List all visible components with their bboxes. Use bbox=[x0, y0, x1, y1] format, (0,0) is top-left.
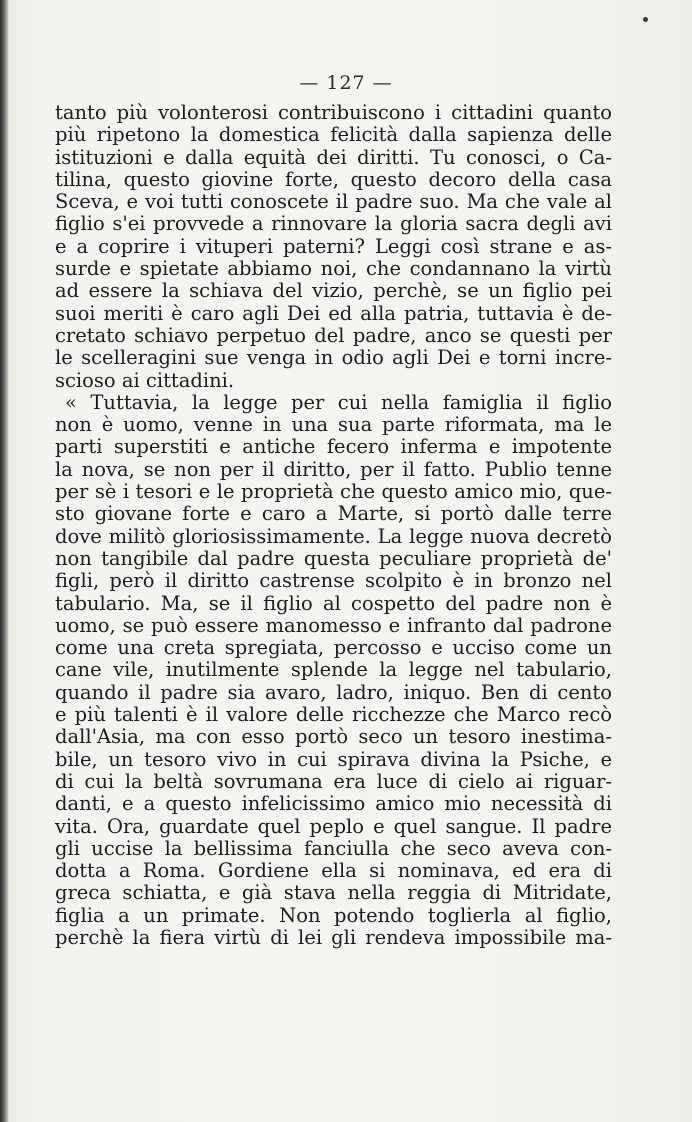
text-line: dall'Asia, ma con esso portò seco un tesoro inestima- bbox=[55, 725, 612, 749]
text-line: tanto più volonterosi contribuiscono i cittadini quanto bbox=[55, 101, 612, 124]
text-line: più ripetono la domestica felicità dalla sapienza delle bbox=[55, 123, 612, 147]
text-line: figlia a un primate. Non potendo toglierla al figlio, bbox=[55, 903, 612, 927]
text-line: Sceva, e voi tutti conoscete il padre suo. Ma che vale al bbox=[55, 190, 612, 214]
text-line: di cui la beltà sovrumana era luce di cielo ai riguar- bbox=[55, 769, 612, 793]
text-line: cane vile, inutilmente splende la legge nel tabulario, bbox=[55, 658, 612, 682]
text-line: uomo, se può essere manomesso e infranto dal padrone bbox=[55, 613, 612, 637]
text-line: surde e spietate abbiamo noi, che condannano la virtù bbox=[55, 257, 612, 281]
text-line: dotta a Roma. Gordiene ella si nominava, ed era di bbox=[55, 859, 612, 883]
text-line: figlio s'ei provvede a rinnovare la gloria sacra degli avi bbox=[55, 212, 612, 236]
text-line: quando il padre sia avaro, ladro, iniquo. Ben di cento bbox=[55, 680, 612, 704]
text-line: greca schiatta, e già stava nella reggia di Mitridate, bbox=[55, 881, 612, 905]
text-line: parti superstiti e antiche fecero inferma e impotente bbox=[55, 435, 612, 459]
text-line: ad essere la schiava del vizio, perchè, se un figlio pei bbox=[55, 279, 612, 303]
text-line: danti, e a questo infelicissimo amico mio necessità di bbox=[55, 792, 612, 816]
text-line: e a coprire i vituperi paterni? Leggi così strane e as- bbox=[55, 234, 612, 258]
text-line: la nova, se non per il diritto, per il fatto. Publio tenne bbox=[55, 457, 612, 481]
text-line: figli, però il diritto castrense scolpito è in bronzo nel bbox=[55, 569, 612, 593]
text-line: per sè i tesori e le proprietà che questo amico mio, que- bbox=[55, 480, 612, 504]
text-line: vita. Ora, guardate quel peplo e quel sangue. Il padre bbox=[55, 814, 612, 838]
text-line: come una creta spregiata, percosso e ucciso come un bbox=[55, 636, 612, 660]
text-line: suoi meriti è caro agli Dei ed alla patria, tuttavia è de- bbox=[55, 301, 612, 325]
text-line: gli uccise la bellissima fanciulla che seco aveva con- bbox=[55, 836, 612, 860]
text-line: bile, un tesoro vivo in cui spirava divina la Psiche, e bbox=[55, 747, 612, 771]
ink-speck bbox=[643, 17, 648, 22]
page-number: — 127 — bbox=[299, 72, 393, 94]
text-line: e più talenti è il valore delle ricchezze che Marco recò bbox=[55, 703, 612, 727]
text-line: istituzioni e dalla equità dei diritti. Tu conosci, o Ca- bbox=[55, 145, 612, 169]
text-line: scioso ai cittadini. bbox=[55, 368, 235, 392]
text-line: non è uomo, venne in una sua parte riformata, ma le bbox=[55, 413, 612, 437]
text-line: « Tuttavia, la legge per cui nella famiglia il figlio bbox=[65, 390, 612, 414]
text-line: perchè la fiera virtù di lei gli rendeva impossibile ma- bbox=[55, 925, 612, 949]
text-line: cretato schiavo perpetuo del padre, anco se questi per bbox=[55, 323, 612, 347]
binding-edge bbox=[0, 0, 9, 1122]
text-line: tilina, questo giovine forte, questo decoro della casa bbox=[55, 167, 612, 191]
text-line: non tangibile dal padre questa peculiare proprietà de' bbox=[55, 546, 612, 570]
body-text bbox=[55, 102, 612, 949]
text-line: sto giovane forte e caro a Marte, si portò dalle terre bbox=[55, 502, 612, 526]
text-line: le scelleragini sue venga in odio agli Dei e torni incre- bbox=[55, 346, 612, 370]
text-line: tabulario. Ma, se il figlio al cospetto del padre non è bbox=[55, 591, 612, 615]
text-line: dove militò gloriosissimamente. La legge nuova decretò bbox=[55, 524, 612, 548]
